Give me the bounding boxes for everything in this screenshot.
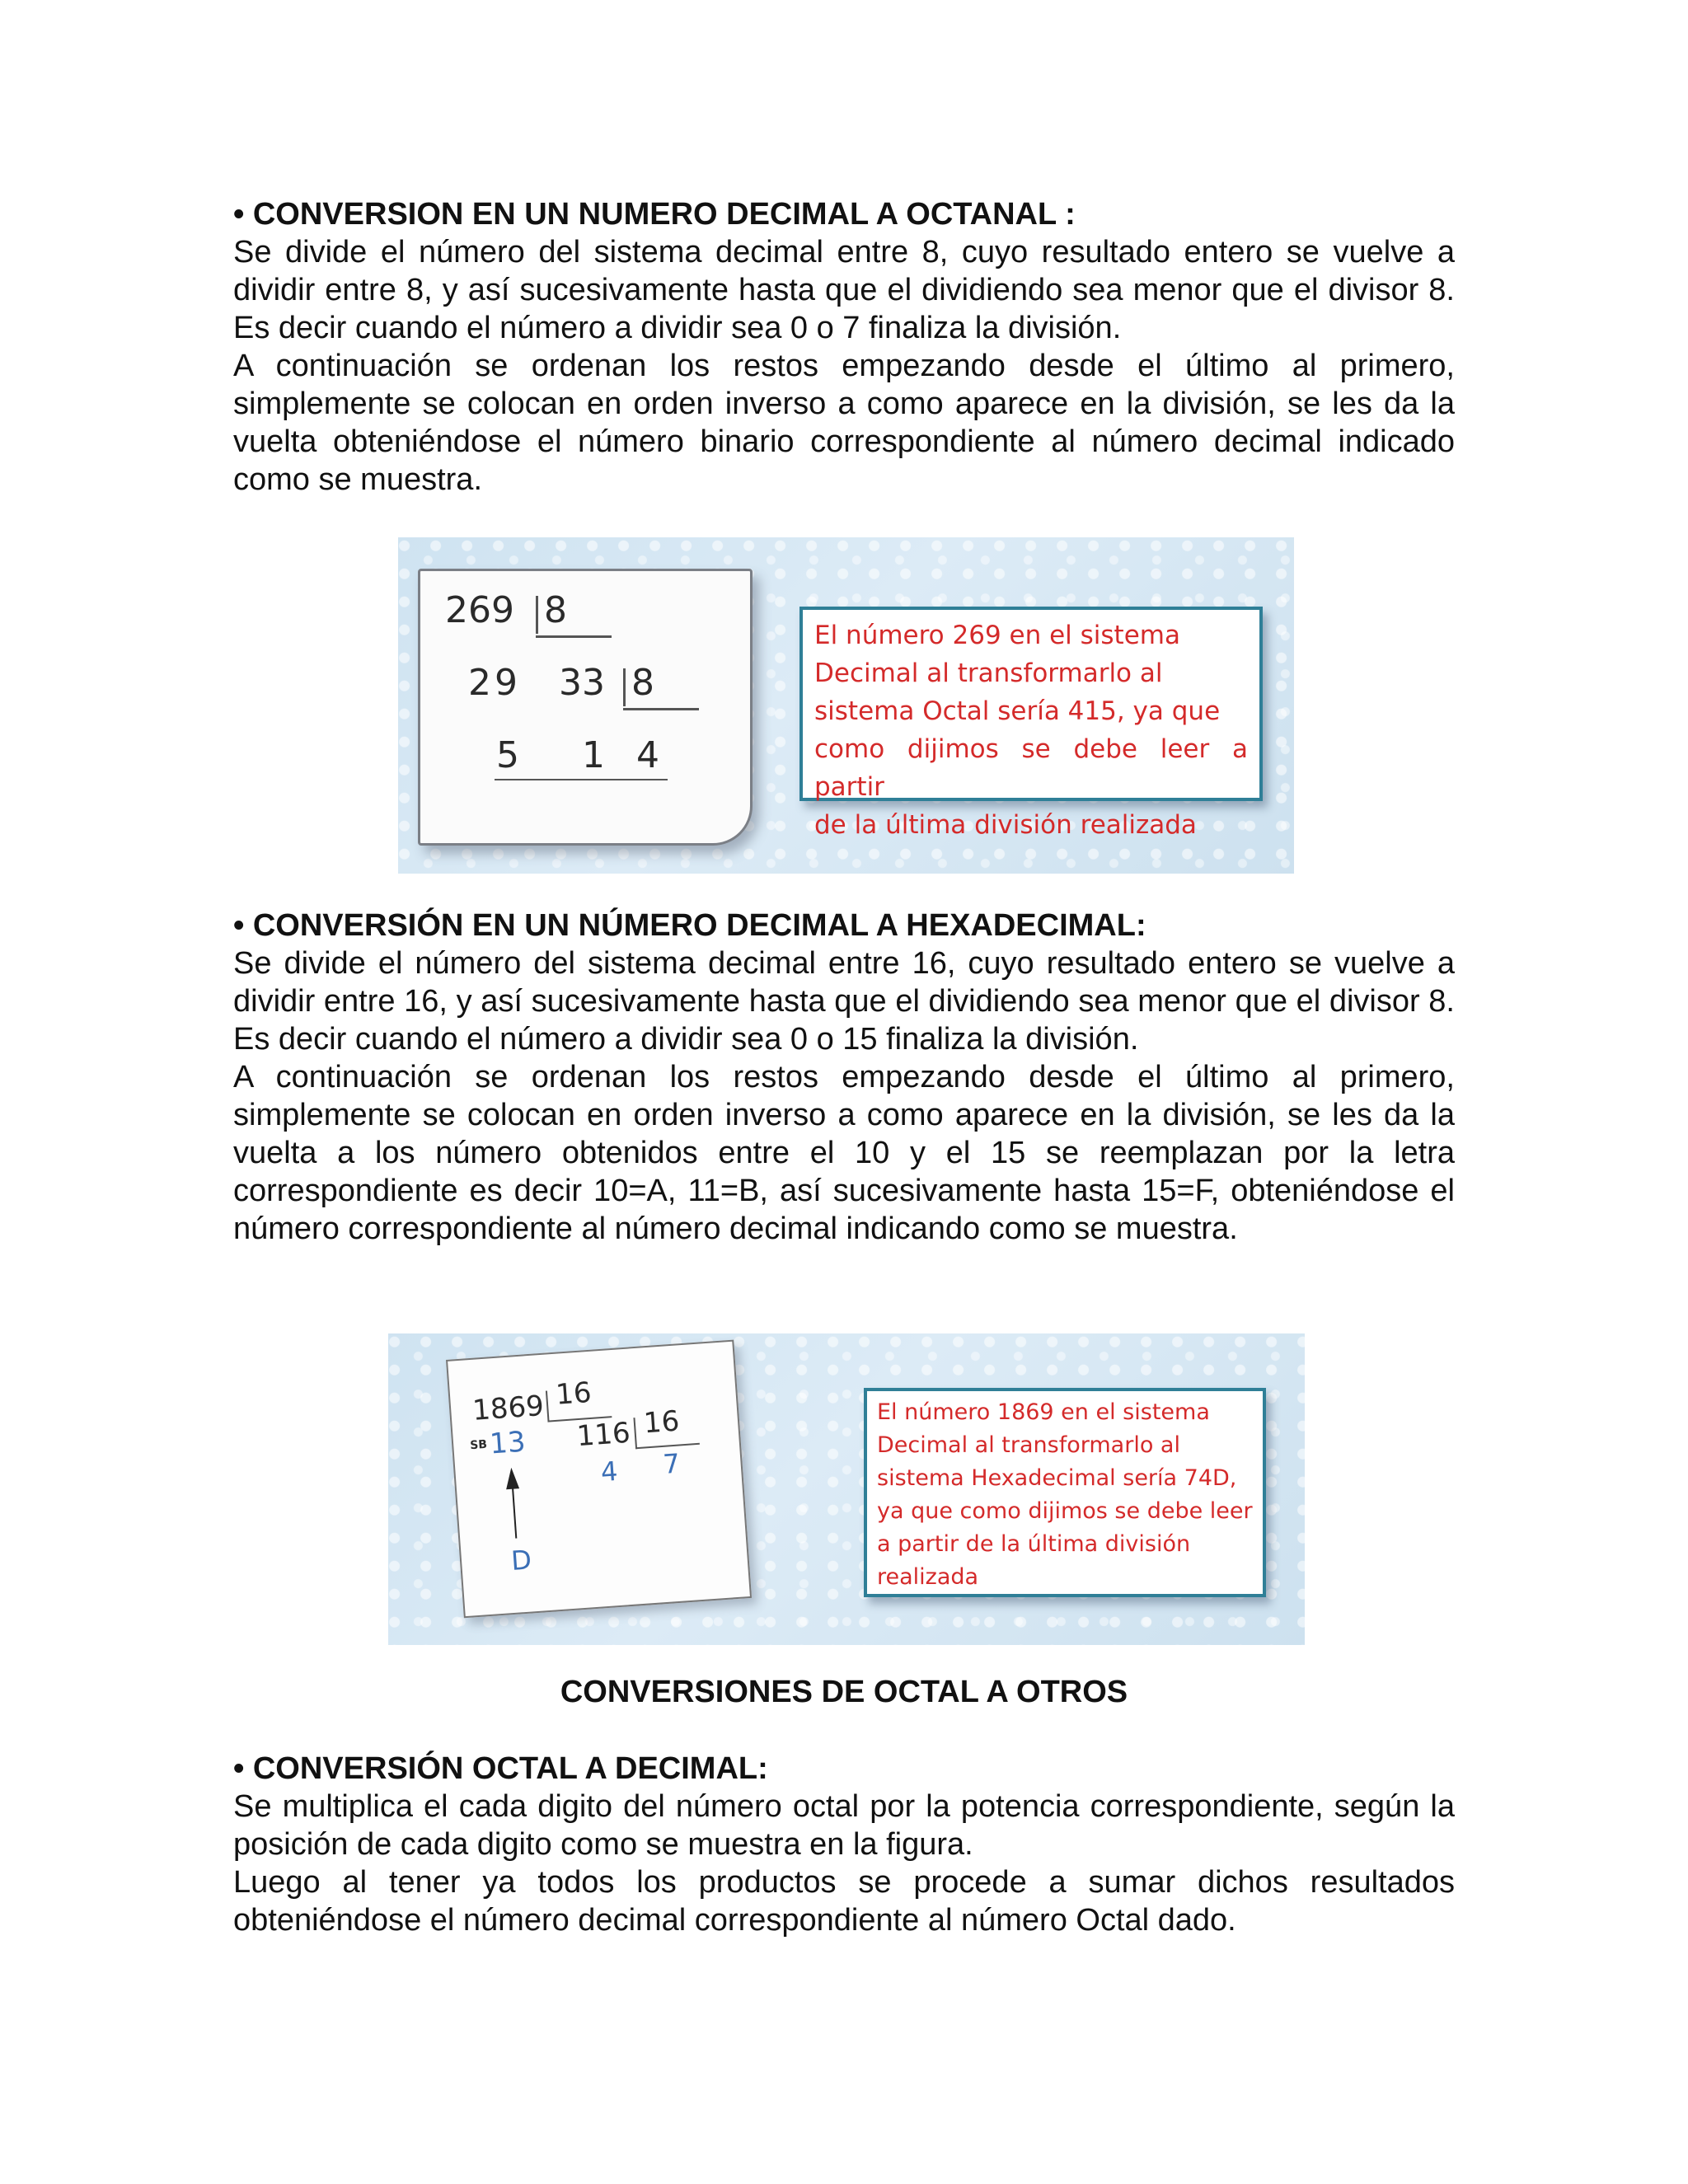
digit: 1 (582, 734, 605, 776)
digit: 4 (599, 1455, 619, 1488)
note-line: realizada (877, 1564, 979, 1590)
section-heading: • CONVERSIÓN EN UN NÚMERO DECIMAL A HEXADECIMAL: (233, 908, 1146, 943)
note-line: sistema Octal sería 415, ya que (814, 696, 1221, 726)
section-heading: • CONVERSIÓN OCTAL A DECIMAL: (233, 1751, 768, 1786)
divisor: 8 (544, 589, 567, 631)
digit: 7 (662, 1447, 682, 1480)
note-line: a partir de la última división (877, 1531, 1191, 1557)
division-bar (536, 596, 538, 634)
divisor: 16 (642, 1404, 681, 1441)
division-card (446, 1340, 752, 1619)
arrow-up-icon (501, 1467, 526, 1542)
explanation-note (799, 607, 1263, 840)
paragraph: Se divide el número del sistema decimal entre 16, cuyo resultado entero se vuelve a dividir entre 16, y así sucesivamente hasta que el dividiendo sea menor que el divisor 8. Es decir cuando el número a dividir sea 0 o 15 finaliza la división. (233, 946, 1455, 1057)
base-prefix: SB (469, 1437, 488, 1453)
remainder: 29 (468, 662, 521, 704)
explanation-note (864, 1388, 1266, 1597)
note-line: El número 269 en el sistema (814, 621, 1180, 650)
hexadecimal-example-figure (388, 1333, 1305, 1645)
paragraph: A continuación se ordenan los restos empezando desde el último al primero, simplemente se colocan en orden inverso a como aparece en la división, se les da la vuelta a los número obtenidos entre el 10 y el 15 se reemplazan por la letra correspondiente es decir 10=A, 11=B, así sucesivamente hasta 15=F, obteniéndose el número correspondiente al número decimal indicando como se muestra. (233, 1060, 1455, 1246)
paragraph: Luego al tener ya todos los productos se procede a sumar dichos resultados obteniéndose el número decimal correspondiente al número Octal dado. (233, 1865, 1455, 1938)
octal-example-figure (398, 537, 1294, 874)
quotient: 33 (559, 662, 605, 704)
digit: 4 (636, 734, 659, 776)
division-line (623, 708, 699, 710)
dividend: 1869 (471, 1389, 546, 1427)
underline (495, 779, 668, 780)
note-line: de la última división realizada (814, 810, 1197, 840)
paragraph: A continuación se ordenan los restos empezando desde el último al primero, simplemente se colocan en orden inverso a como aparece en la división, se les da la vuelta obteniéndose el número binario correspondiente al número decimal indicado como se muestra. (233, 349, 1455, 497)
note-line: ya que como dijimos se debe leer (877, 1498, 1253, 1524)
section-decimal-to-octal (233, 195, 1455, 499)
section-octal-to-decimal (233, 1750, 1455, 1939)
section-heading: • CONVERSION EN UN NUMERO DECIMAL A OCTANAL : (233, 197, 1076, 232)
note-line: El número 1869 en el sistema (877, 1399, 1210, 1425)
division-card (418, 569, 753, 846)
note-line: Decimal al transformarlo al (877, 1432, 1180, 1458)
section-title: CONVERSIONES DE OCTAL A OTROS (560, 1675, 1128, 1709)
note-line: sistema Hexadecimal sería 74D, (877, 1465, 1237, 1491)
note-line: como dijimos se debe leer a partir (814, 734, 1248, 802)
remainder: 13 (488, 1425, 527, 1461)
hex-letter: D (509, 1544, 533, 1577)
dividend: 269 (445, 589, 514, 631)
paragraph: Se multiplica el cada digito del número octal por la potencia correspondiente, según la posición de cada digito como se muestra en la figura. (233, 1789, 1455, 1862)
quotient: 116 (575, 1416, 632, 1454)
division-bar (546, 1391, 550, 1422)
divisor: 16 (554, 1376, 593, 1412)
division-line (536, 635, 612, 638)
paragraph: Se divide el número del sistema decimal entre 8, cuyo resultado entero se vuelve a dividir entre 8, y así sucesivamente hasta que el dividiendo sea menor que el divisor 8. Es decir cuando el número a dividir sea 0 o 7 finaliza la división. (233, 235, 1455, 345)
division-bar (623, 668, 626, 706)
digit: 5 (496, 734, 519, 776)
division-bar (633, 1418, 637, 1449)
note-line: Decimal al transformarlo al (814, 658, 1163, 688)
section-decimal-to-hexadecimal (233, 907, 1455, 1248)
divisor: 8 (631, 662, 654, 704)
